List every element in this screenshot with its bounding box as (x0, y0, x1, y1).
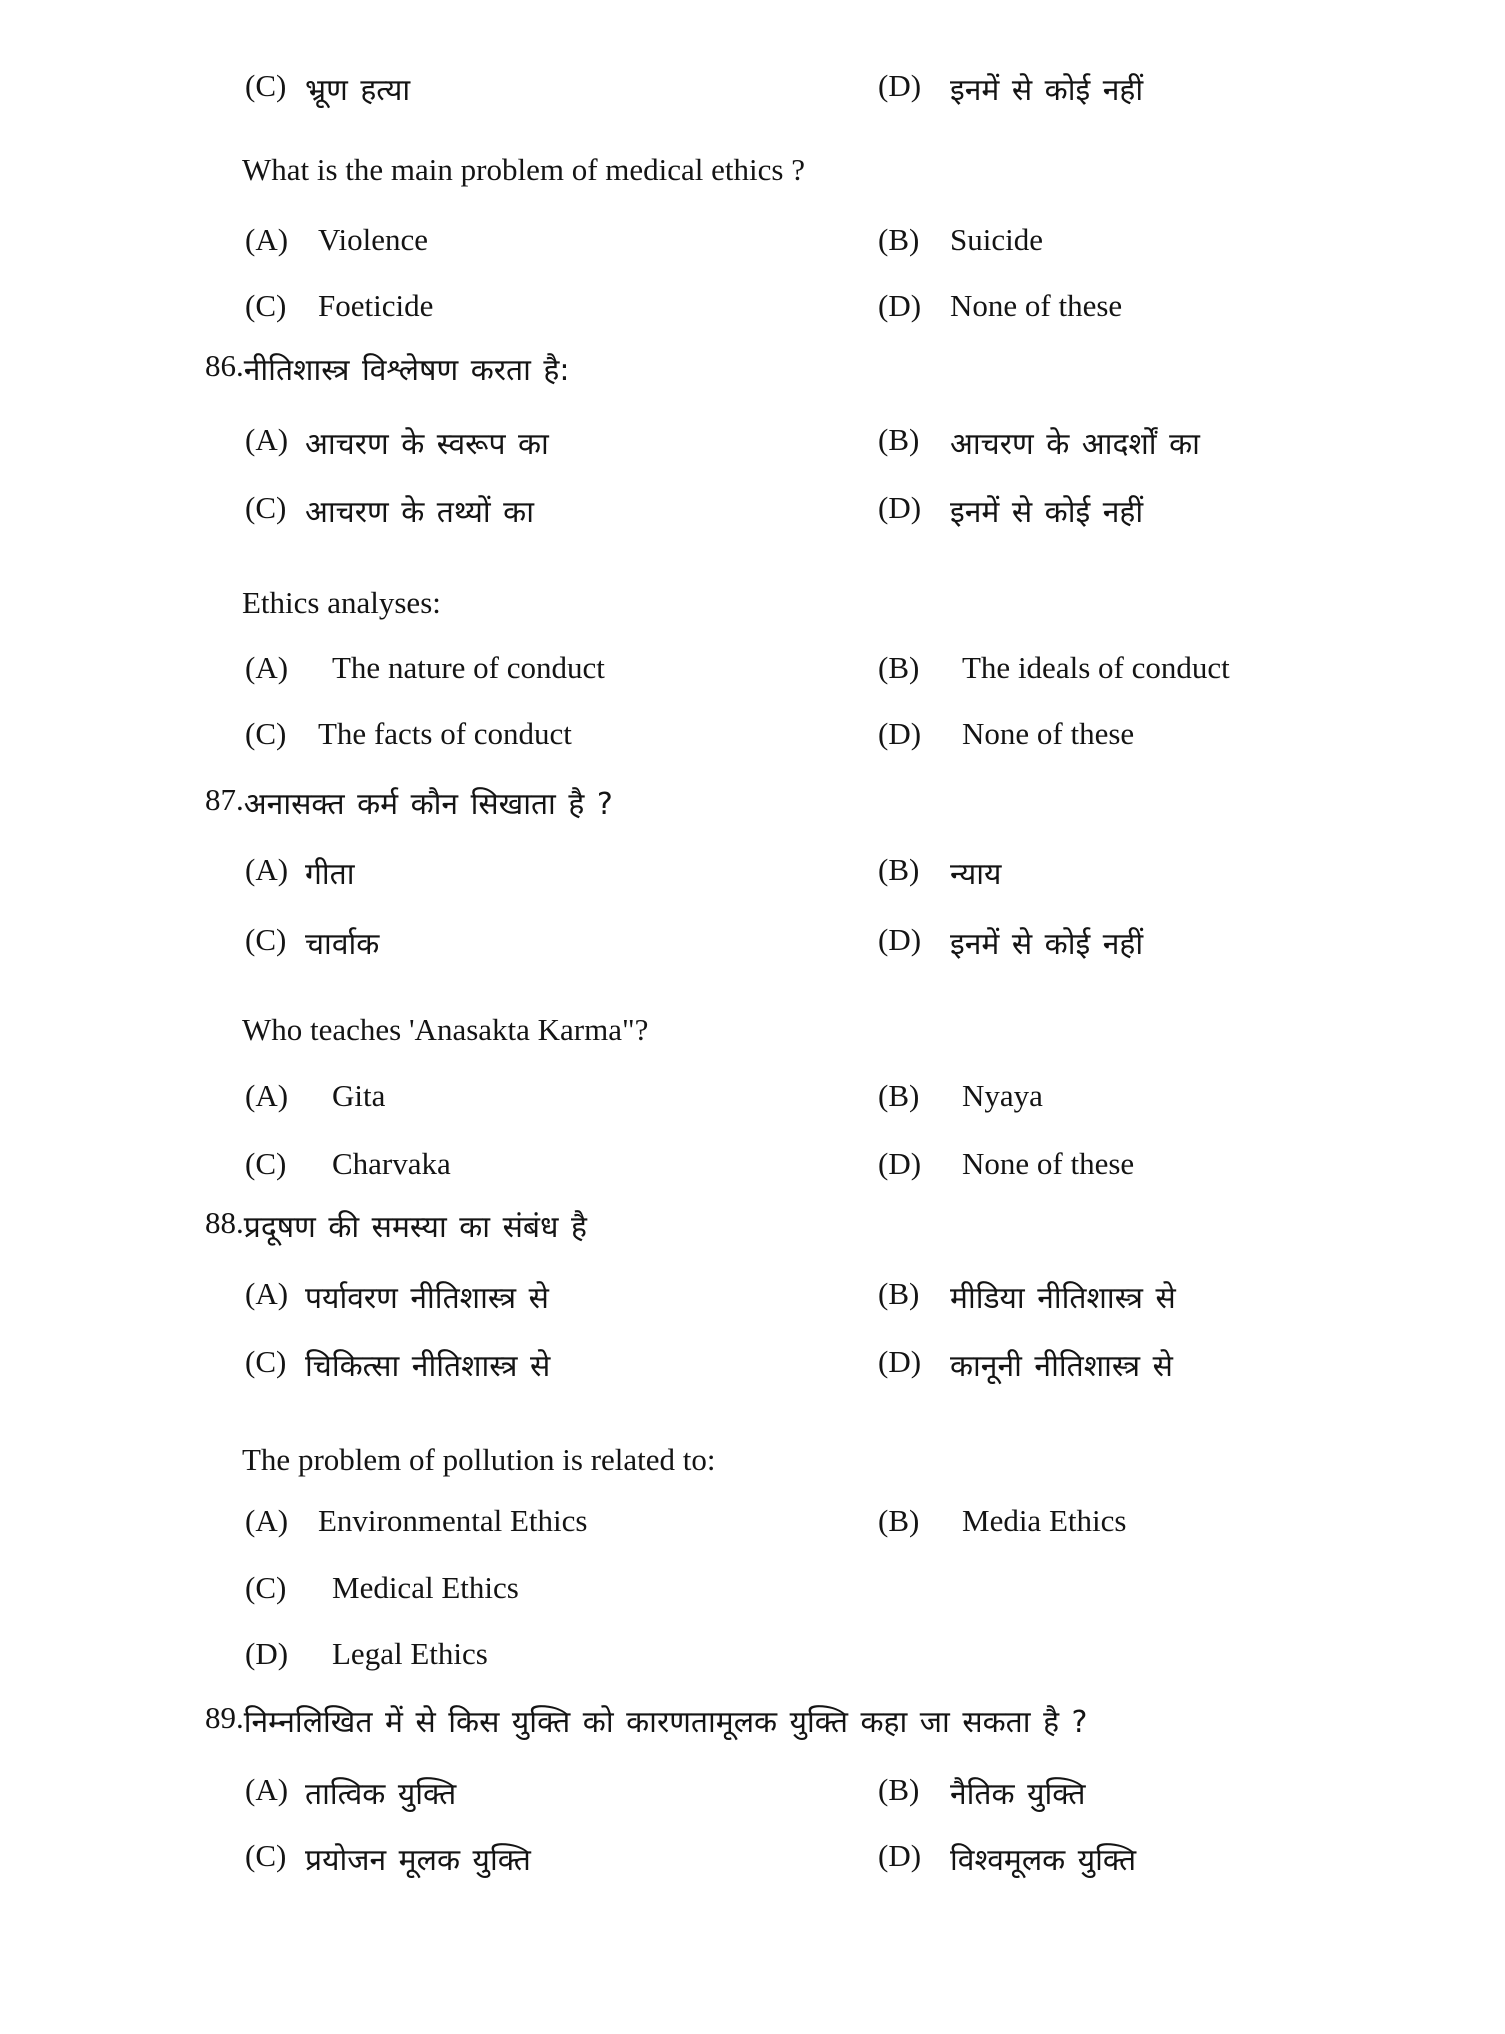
question-text-hindi: नीतिशास्त्र विश्लेषण करता है: (243, 353, 570, 388)
option-label: (C) (245, 288, 287, 323)
option-row (0, 922, 1505, 968)
option-text: Suicide (950, 222, 1043, 257)
option-text: कानूनी नीतिशास्त्र से (950, 1349, 1173, 1384)
option-text: Nyaya (962, 1078, 1043, 1113)
option-text: भ्रूण हत्या (305, 73, 411, 108)
option-row (0, 1503, 1505, 1549)
option-label: (A) (245, 222, 289, 257)
option-text: तात्विक युक्ति (305, 1777, 457, 1812)
option-text: विश्वमूलक युक्ति (950, 1843, 1137, 1878)
option-text: None of these (950, 288, 1123, 323)
option-text: प्रयोजन मूलक युक्ति (305, 1843, 531, 1878)
option-text: चिकित्सा नीतिशास्त्र से (305, 1349, 551, 1384)
option-label: (C) (245, 1570, 287, 1605)
question-row (0, 1442, 1505, 1488)
option-label: (C) (245, 490, 287, 525)
question-row (0, 1700, 1505, 1746)
option-text: आचरण के आदर्शों का (950, 427, 1200, 462)
question-text-hindi: निम्नलिखित में से किस युक्ति को कारणतामूलक युक्ति कहा जा सकता है ? (243, 1705, 1088, 1740)
option-row (0, 650, 1505, 696)
option-text: इनमें से कोई नहीं (950, 927, 1144, 962)
option-label: (D) (245, 1636, 289, 1671)
question-row (0, 348, 1505, 394)
option-row (0, 490, 1505, 536)
option-label: (B) (878, 1772, 920, 1807)
option-label: (D) (878, 1838, 922, 1873)
option-label: (A) (245, 1772, 289, 1807)
option-label: (B) (878, 1276, 920, 1311)
option-label: (B) (878, 1078, 920, 1113)
question-text-english: Who teaches 'Anasakta Karma"? (242, 1012, 649, 1047)
option-label: (D) (878, 1344, 922, 1379)
option-row (0, 68, 1505, 114)
option-label: (C) (245, 716, 287, 751)
option-label: (C) (245, 1838, 287, 1873)
option-row (0, 1344, 1505, 1390)
option-row (0, 288, 1505, 334)
option-label: (C) (245, 68, 287, 103)
option-text: None of these (962, 716, 1135, 751)
question-text-english: Ethics analyses: (242, 585, 441, 620)
option-label: (B) (878, 852, 920, 887)
question-number: 88. (205, 1205, 244, 1240)
option-text: The ideals of conduct (962, 650, 1230, 685)
option-label: (C) (245, 1146, 287, 1181)
option-row (0, 1078, 1505, 1124)
option-label: (D) (878, 922, 922, 957)
option-text: आचरण के तथ्यों का (305, 495, 534, 530)
option-label: (D) (878, 68, 922, 103)
option-text: नैतिक युक्ति (950, 1777, 1086, 1812)
option-text: चार्वाक (305, 927, 380, 962)
option-text: The facts of conduct (318, 716, 572, 751)
option-label: (A) (245, 650, 289, 685)
option-label: (B) (878, 222, 920, 257)
option-text: Legal Ethics (332, 1636, 488, 1671)
option-label: (B) (878, 650, 920, 685)
option-label: (C) (245, 922, 287, 957)
question-row (0, 585, 1505, 631)
option-text: Foeticide (318, 288, 434, 323)
question-row (0, 782, 1505, 828)
option-label: (A) (245, 1503, 289, 1538)
option-label: (A) (245, 852, 289, 887)
question-text-hindi: अनासक्त कर्म कौन सिखाता है ? (243, 787, 613, 822)
option-label: (D) (878, 716, 922, 751)
question-number: 86. (205, 348, 244, 383)
question-number: 89. (205, 1700, 244, 1735)
option-row (0, 1570, 1505, 1616)
option-row (0, 1276, 1505, 1322)
option-text: गीता (305, 857, 355, 892)
question-text-hindi: प्रदूषण की समस्या का संबंध है (243, 1210, 587, 1245)
option-row (0, 852, 1505, 898)
option-text: पर्यावरण नीतिशास्त्र से (305, 1281, 549, 1316)
option-label: (A) (245, 422, 289, 457)
question-text-english: The problem of pollution is related to: (242, 1442, 716, 1477)
option-label: (C) (245, 1344, 287, 1379)
option-row (0, 222, 1505, 268)
option-text: इनमें से कोई नहीं (950, 73, 1144, 108)
option-label: (D) (878, 1146, 922, 1181)
option-row (0, 1772, 1505, 1818)
option-row (0, 422, 1505, 468)
option-text: इनमें से कोई नहीं (950, 495, 1144, 530)
question-text-english: What is the main problem of medical ethics ? (242, 152, 805, 187)
question-row (0, 1205, 1505, 1251)
option-row (0, 1146, 1505, 1192)
option-text: आचरण के स्वरूप का (305, 427, 549, 462)
option-text: Violence (318, 222, 429, 257)
option-row (0, 716, 1505, 762)
option-text: Medical Ethics (332, 1570, 519, 1605)
option-label: (B) (878, 1503, 920, 1538)
option-text: Media Ethics (962, 1503, 1127, 1538)
option-label: (A) (245, 1276, 289, 1311)
option-text: Environmental Ethics (318, 1503, 588, 1538)
option-label: (A) (245, 1078, 289, 1113)
option-label: (D) (878, 490, 922, 525)
option-text: None of these (962, 1146, 1135, 1181)
question-row (0, 152, 1505, 198)
question-number: 87. (205, 782, 244, 817)
option-text: The nature of conduct (332, 650, 605, 685)
option-label: (D) (878, 288, 922, 323)
option-row (0, 1636, 1505, 1682)
option-text: Charvaka (332, 1146, 451, 1181)
question-row (0, 1012, 1505, 1058)
option-label: (B) (878, 422, 920, 457)
option-text: मीडिया नीतिशास्त्र से (950, 1281, 1176, 1316)
option-text: न्याय (950, 857, 1002, 892)
option-text: Gita (332, 1078, 386, 1113)
option-row (0, 1838, 1505, 1884)
